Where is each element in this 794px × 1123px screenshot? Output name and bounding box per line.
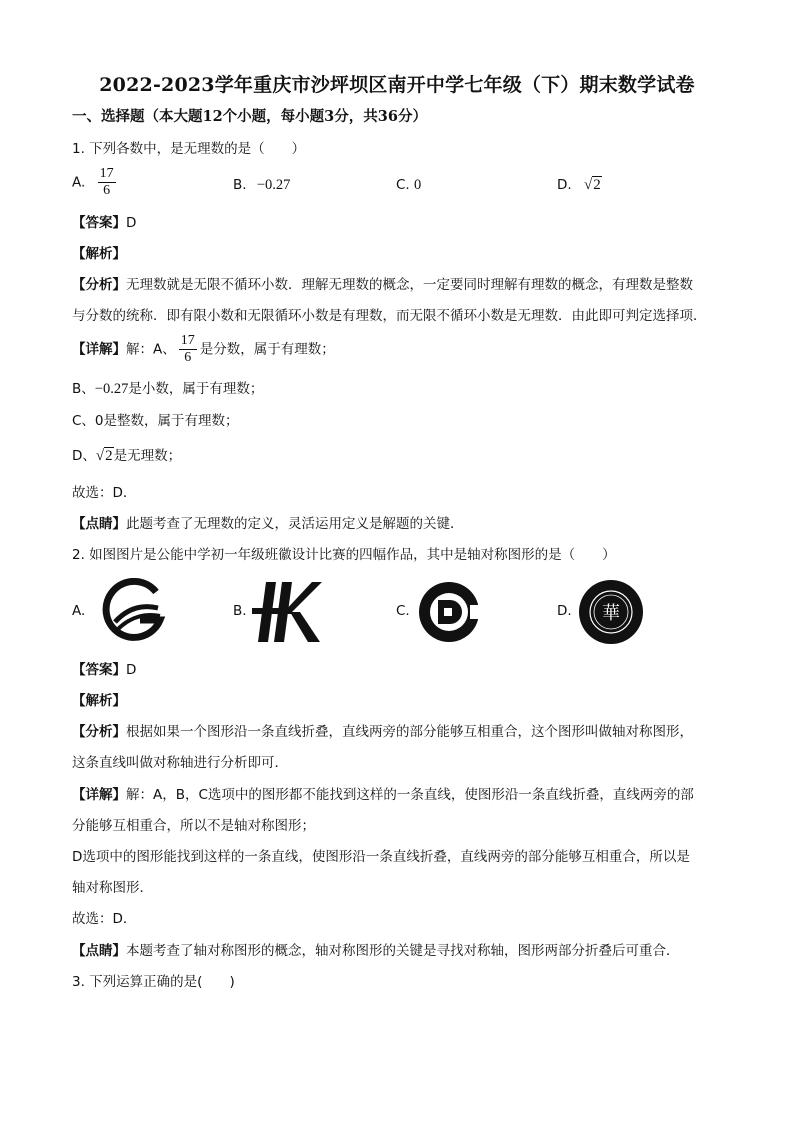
logo-option-c <box>414 578 484 646</box>
logo-option-b <box>252 580 324 644</box>
fenxi-tag: 【分析】 <box>72 277 126 293</box>
logo-d-character: 華 <box>602 603 620 624</box>
fenxi-tag: 【分析】 <box>72 724 126 740</box>
q1-stem: 1. 下列各数中，是无理数的是（ ） <box>72 141 306 157</box>
page-title: 2022-2023学年重庆市沙坪坝区南开中学七年级（下）期末数学试卷 <box>99 74 695 96</box>
q2-option-b-label: B. <box>233 603 247 619</box>
logo-option-d <box>576 578 646 646</box>
xiangjie-tag: 【详解】 <box>72 787 126 803</box>
xiangjie-a-pre: 解：A、 <box>126 341 176 358</box>
q1-answer <box>72 214 136 232</box>
dianjing-text: 本题考查了轴对称图形的概念，轴对称图形的关键是寻找对称轴，图形两部分折叠后可重合． <box>126 943 680 959</box>
q1-option-b-label: B. <box>233 177 247 193</box>
q2-analysis-tag: 【解析】 <box>72 693 126 709</box>
q1-fenxi <box>72 276 693 294</box>
fenxi-text-1: 无理数就是无限不循环小数．理解无理数的概念，一定要同时理解有理数的概念，有理数是整数 <box>126 277 693 293</box>
q1-option-a-label: A. <box>72 174 86 191</box>
q1-fenxi-cont: 与分数的统称．即有限小数和无限循环小数是有理数，而无限不循环小数是无理数．由此即可判定选择项． <box>72 308 707 324</box>
q2-xiangjie-4: 轴对称图形． <box>72 880 153 896</box>
xiangjie-b-value: −0.27 <box>94 381 129 397</box>
xiangjie-d-pre: D、 <box>72 448 96 464</box>
q1-choose: 故选：D． <box>72 485 137 501</box>
xiangjie-a-post: 是分数，属于有理数； <box>199 341 335 358</box>
q2-xiangjie <box>72 786 694 804</box>
q2-answer <box>72 661 136 679</box>
q2-xiangjie-3: D选项中的图形能找到这样的一条直线，使图形沿一条直线折叠，直线两旁的部分能够互相重合，所以是 <box>72 849 690 865</box>
fenxi-text-1: 根据如果一个图形沿一条直线折叠，直线两旁的部分能够互相重合，这个图形叫做轴对称图形， <box>126 724 693 740</box>
q1-option-d-label: D. <box>557 177 572 193</box>
q1-dianjing <box>72 515 464 533</box>
q2-stem: 2. 如图图片是公能中学初一年级班徽设计比赛的四幅作品，其中是轴对称图形的是（ ） <box>72 547 616 563</box>
q2-xiangjie-2: 分能够互相重合，所以不是轴对称图形； <box>72 818 315 834</box>
answer-value: D <box>126 662 137 678</box>
q1-xiangjie-c: C、0是整数，属于有理数； <box>72 413 239 429</box>
q1-option-c-label: C. <box>396 177 410 193</box>
q1-xiangjie-a <box>72 333 335 366</box>
q1-analysis-tag: 【解析】 <box>72 246 126 262</box>
q1-xiangjie-d <box>72 447 181 465</box>
q1-xiangjie-b <box>72 380 263 398</box>
xiangjie-b-pre: B、 <box>72 381 95 397</box>
q1-option-a-fraction <box>98 166 116 199</box>
q2-fenxi-cont: 这条直线叫做对称轴进行分析即可． <box>72 755 288 771</box>
answer-value: D <box>126 215 137 231</box>
dianjing-text: 此题考查了无理数的定义，灵活运用定义是解题的关键． <box>126 516 464 532</box>
q1-option-b-value: −0.27 <box>256 177 291 193</box>
xiangjie-tag: 【详解】 <box>72 341 126 358</box>
q1-option-d <box>557 177 602 194</box>
q1-option-a <box>72 166 119 199</box>
q2-dianjing <box>72 942 680 960</box>
sqrt-radicand: 2 <box>593 177 601 193</box>
q1-option-b <box>233 177 290 194</box>
section-heading: 一、选择题（本大题12个小题，每小题3分，共36分） <box>72 108 427 125</box>
q1-option-c <box>396 177 421 194</box>
sqrt-radicand: 2 <box>105 448 113 464</box>
xiangjie-b-post: 是小数，属于有理数； <box>128 381 264 397</box>
xiangjie-a-fraction <box>179 333 197 366</box>
xiangjie-text-1: 解：A，B，C选项中的图形都不能找到这样的一条直线，使图形沿一条直线折叠，直线两旁的部 <box>126 787 694 803</box>
fraction-denominator: 6 <box>103 183 111 198</box>
answer-tag: 【答案】 <box>72 662 126 678</box>
answer-tag: 【答案】 <box>72 215 126 231</box>
q2-option-a-label: A. <box>72 603 86 619</box>
xiangjie-d-post: 是无理数； <box>113 448 182 464</box>
xiangjie-d-sqrt: √2 <box>95 448 113 464</box>
q1-option-c-value: 0 <box>414 177 422 193</box>
dianjing-tag: 【点睛】 <box>72 516 126 532</box>
dianjing-tag: 【点睛】 <box>72 943 126 959</box>
fraction-numerator: 17 <box>180 333 195 348</box>
fraction-numerator: 17 <box>99 166 114 181</box>
q2-option-c-label: C. <box>396 603 410 619</box>
q2-fenxi <box>72 723 693 741</box>
q2-choose: 故选：D． <box>72 911 137 927</box>
logo-option-a <box>100 578 170 646</box>
fraction-denominator: 6 <box>184 350 192 365</box>
q3-stem: 3. 下列运算正确的是( ) <box>72 974 235 990</box>
q1-option-d-sqrt: √2 <box>583 177 601 193</box>
q2-option-d-label: D. <box>557 603 572 619</box>
